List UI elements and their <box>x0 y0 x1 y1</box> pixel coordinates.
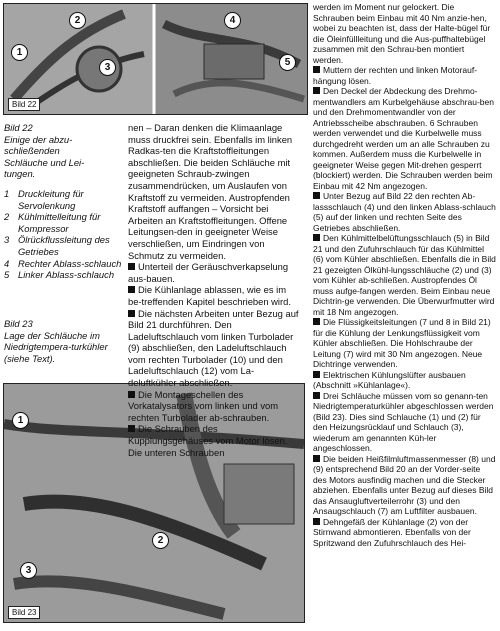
bullet-icon <box>313 87 320 94</box>
callout-5: 5 <box>279 54 296 71</box>
paragraph: Den Kühlmittelbelüftungsschlauch (5) in Bild 21 und den Zufuhrschlauch für das Kühlmittel (6) vom Kühler abschließen. Ebenfalls die in Bild 21 gezeigten Ölkühl-lungsschläuche (2) und (3) vom Kühler ab-schließen. Austropfendes Öl muss aufge-fangen werden. Beim Einbau neue Dichtrin-ge verwenden. Die Überwurfmutter wird mit 18 Nm angezogen. <box>313 233 496 317</box>
caption-text: Bild 23 Lage der Schläuche im Niedrigtempera-turkühler (siehe Text). <box>4 318 108 364</box>
legend-item: 2 Kühlmittelleitung für Kompressor <box>4 211 101 234</box>
figure-23-caption <box>4 318 122 364</box>
bullet-icon <box>128 310 135 317</box>
legend-item: 3 Ölrückflussleitung des Getriebes <box>4 234 110 257</box>
figure-bild22-photo <box>3 3 308 115</box>
bullet-icon <box>128 425 135 432</box>
bullet-icon <box>313 455 320 462</box>
paragraph: Den Deckel der Abdeckung des Drehmo-mentwandlers am Kurbelgehäuse abschrau-ben und den Drehmomentwandler von der Antriebsscheibe abschrauben. 6 Schrauben werden verwendet und die Kurbelwelle muss durchgedreht werden um an alle Schrauben zu kommen. Außerdem muss die Kurbelwelle in geeigneter Weise gegen Mit-drehen gesperrt (blockiert) werden. Die Schrauben werden beim Einbau mit 42 Nm angezogen. <box>313 86 494 191</box>
middle-text-column <box>128 122 300 458</box>
figure-tag: Bild 23 <box>8 606 40 619</box>
legend-item: 5 Linker Ablass-schlauch <box>4 269 115 281</box>
engine-photo-illustration <box>4 4 307 114</box>
paragraph: Unterteil der Geräuschverkapselung aus-bauen. <box>128 261 289 284</box>
caption-title: Bild 22 Einige der abzu- schließenden Schläuche und Lei- tungen. <box>4 122 85 180</box>
bullet-icon <box>313 234 320 241</box>
legend-item: 4 Rechter Ablass-schlauch <box>4 257 122 269</box>
callout-2: 2 <box>152 532 169 549</box>
bullet-icon <box>313 392 320 399</box>
bullet-icon <box>313 518 320 525</box>
paragraph: Drei Schläuche müssen vom so genann-ten Niedrigtemperaturkühler abgeschlossen werden (Bild 23). Dies sind Schlauche (1) und (2) für den Heizungsrücklauf und Schlauch (3), wiederum am genannten Küh-ler angeschlossen. <box>313 390 494 453</box>
paragraph: Die Flüssigkeitsleitungen (7 und 8 in Bild 21) für die Kühlung der Lenkungsflüssigkeit vom Kühler abschließen. Die Hohlschraube der Leitung (7) wird mit 30 Nm angezogen. Neue Dichtringe verwenden. <box>313 317 491 369</box>
callout-1: 1 <box>12 412 29 429</box>
paragraph: Die Kühlanlage ablassen, wie es im be-treffenden Kapitel beschrieben wird. <box>128 284 291 307</box>
figure-tag: Bild 22 <box>8 98 40 111</box>
bullet-icon <box>313 318 320 325</box>
bullet-icon <box>313 66 320 73</box>
paragraph: Unter Bezug auf Bild 22 den rechten Ab-lassschlauch (4) und den linken Ablass-schlauch (5) auf der linken und rechten Seite des Getriebes abschließen. <box>313 191 496 233</box>
bullet-icon <box>128 263 135 270</box>
right-text-column <box>313 2 496 548</box>
callout-1: 1 <box>11 44 28 61</box>
paragraph: Elektrischen Kühlungslüfter ausbauen (Abschnitt »Kühlanlage«). <box>313 369 466 390</box>
paragraph: Die Montageschellen des Vorkatalysators vom linken und vom rechten Turbolader ab-schrauben. <box>128 388 279 423</box>
bullet-icon <box>313 371 320 378</box>
paragraph: Die Schrauben des Kupplungsgehäuses vom Motor lösen. Die unteren Schrauben <box>128 423 288 458</box>
callout-4: 4 <box>224 12 241 29</box>
paragraph: Die nächsten Arbeiten unter Bezug auf Bild 21 durchführen. Den Ladeluftschlauch vom linken Turbolader (9) abschließen, den Ladeluftschlauch vom rechten Turbolader (10) und den Ladeluftschlauch (12) vom La-deluftkühler abschließen. <box>128 307 299 389</box>
figure-22-caption <box>4 122 122 281</box>
legend-item: 1 Druckleitung für Servolenkung <box>4 187 84 211</box>
legend-list <box>4 188 122 281</box>
callout-3: 3 <box>99 59 116 76</box>
bullet-icon <box>128 286 135 293</box>
paragraph: werden im Moment nur gelockert. Die Schrauben beim Einbau mit 40 Nm anzie-hen, wobei zu beachten ist, dass der Halte-bügel für die Öleinfüllleitung und die Aus-puffhaltebügel zusammen mit den Schrau-ben montiert werden. <box>313 2 491 65</box>
bullet-icon <box>313 192 320 199</box>
paragraph: Die beiden Heißfilmluftmassenmesser (8) und (9) entsprechend Bild 20 an der Vorder-seite des Motors ausfindig machen und die Stecker abziehen. Ebenfalls unter Bezug auf dieses Bild das Ansaugluftverteilerrohr (3) und den Ansaugschlauch (7) am Luftfilter ausbauen. <box>313 453 496 516</box>
bullet-icon <box>128 391 135 398</box>
paragraph: nen – Daran denken die Klimaanlage muss druckfrei sein. Ebenfalls im linken Radkas-ten die Kraftstoffleitungen abschließen. Die beiden Schläuche mit geeigneten Schraub-zwingen zusammendrücken, um Auslaufen von Kraftstoff zu vermeiden. Austropfenden Kraftstoff auffangen – Vorsicht bei Arbeiten an Kraftstoffleitungen. Offene Leitungsen-den in geeigneter Weise verschließen, um Eindringen von Schmutz zu vermeiden. <box>128 122 293 261</box>
paragraph: Dehngefäß der Kühlanlage (2) von der Stirnwand abmontieren. Ebenfalls von der Spritzwand den Zufuhrschlauch des Hei- <box>313 516 471 548</box>
paragraph: Muttern der rechten und linken Motorauf-hängung lösen. <box>313 65 478 86</box>
callout-2: 2 <box>69 12 86 29</box>
callout-3: 3 <box>20 562 37 579</box>
